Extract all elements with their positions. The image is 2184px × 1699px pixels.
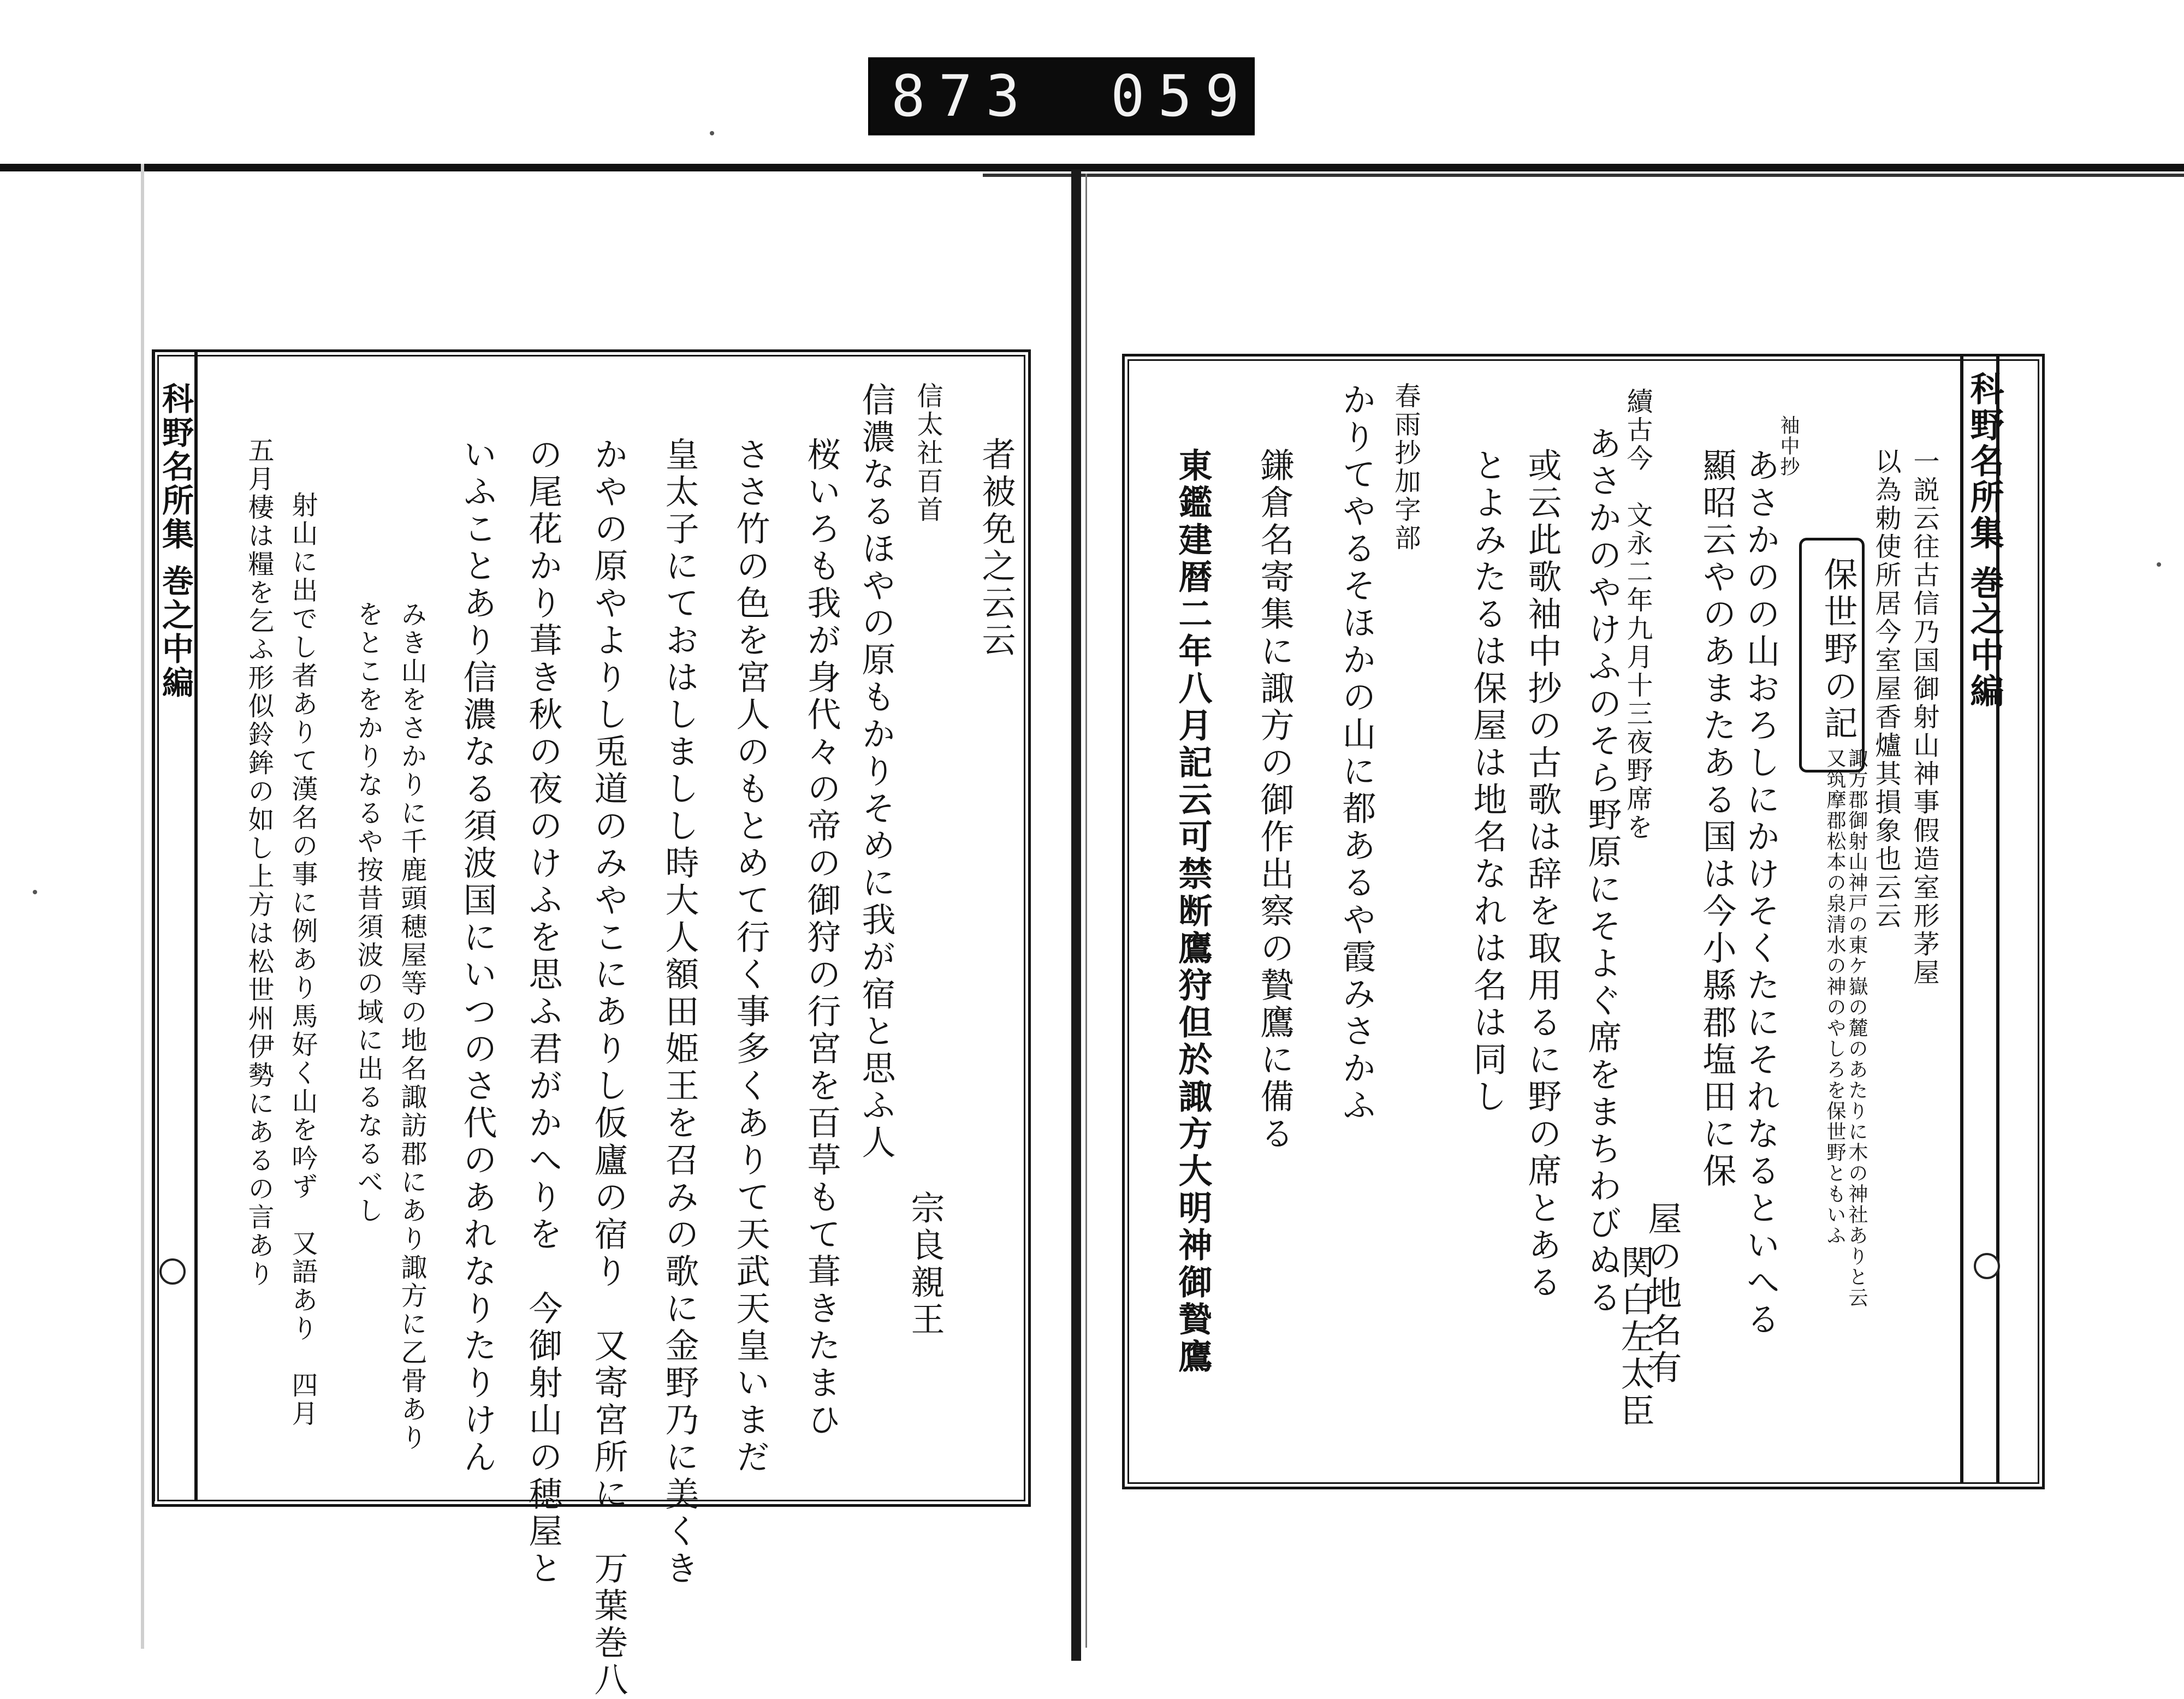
section-title: 保世野の記 [1818,557,1858,742]
source-label: 信太社百首 [912,382,943,524]
text-column: 信濃なるほやの原もかりそめに我が宿と思ふ人 [856,382,896,1162]
source-label: 春雨抄加字部 [1390,382,1421,553]
text-column: 五月棲は糧を乞ふ形似鈴鉾の如し上方は松世州伊勢にあるの言あり [244,437,274,1288]
section-title-box [1799,538,1865,773]
text-column: 屋の地名有 [1642,1201,1682,1387]
text-column: 鎌倉名寄集に諏方の御作出察の贄鷹に備る [1255,448,1295,1153]
scan-speck [33,890,37,894]
text-column: 一説云往古信乃国御射山神事假造室形茅屋 [1909,448,1939,987]
source-label: 袖中抄 [1777,415,1800,477]
left-leaf-mark [159,1258,186,1285]
author-name: 宗良親王 [905,1190,945,1339]
author-name: 関白左太臣 [1615,1245,1655,1430]
text-column: をとこをかりなるや按昔須波の域に出るなるべし [353,601,383,1225]
text-column: いふことあり信濃なる須波国にいつのさ代のあれなりたりけん [458,437,497,1476]
text-column: 又筑摩郡松本の泉清水の神のやしろを保世野ともいふ [1824,748,1846,1246]
text-column: とよみたるは保屋は地名なれは名は同し [1468,448,1508,1116]
scan-speck [2157,562,2161,567]
text-column: あさかのの山おろしにかけそくたにそれなるといへる [1741,448,1781,1339]
right-leaf-mark [1974,1253,2000,1279]
book-gutter-shadow [1085,174,1087,1648]
text-column: かりてやるそほかの山に都あるや霞みさかふ [1337,382,1376,1125]
counter-right-number: 059 [1111,63,1253,129]
scan-speck [710,131,714,135]
left-margin-title: 科野名所集 巻之中編 [157,382,194,700]
right-margin-title: 科野名所集 巻之中編 [1965,371,2004,710]
text-column: 或云此歌袖中抄の古歌は辞を取用るに野の席とある [1522,448,1562,1302]
text-column: の尾花かり葺き秋の夜のけふを思ふ君がかへりを 今御射山の穂屋と [523,437,563,1588]
text-column: 桜いろも我が身代々の帝の御狩の行宮を百草もて葺きたまひ [802,437,841,1439]
text-column: かやの原やよりし兎道のみやこにありし仮廬の宿り 又寄宮所に 万葉巻八 [589,437,628,1699]
text-column: あさかのやけふのそら野原にそよぐ席をまちわびぬる [1582,426,1622,1317]
text-column: 以為勅使所居今室屋香爐其損象也云云 [1871,448,1901,930]
text-column: みき山をさかりに千鹿頭穂屋等の地名諏訪郡にあり諏方に乙骨あり [396,601,427,1452]
book-gutter [1071,169,1081,1661]
text-column: ささ竹の色を宮人のもとめて行く事多くありて天武天皇いまだ [731,437,770,1476]
text-column: 續古今 文永二年九月十三夜野席を [1622,388,1653,842]
text-column: 東鑑建暦二年八月記云可禁断鷹狩但於諏方大明神御贄鷹 [1173,448,1213,1376]
text-column: 射山に出でし者ありて漢名の事に例あり馬好く山を吟ず 又語あり 四月 [287,491,318,1428]
text-column: 顯昭云やのあまたある国は今小縣郡塩田に保 [1697,448,1737,1190]
counter-left-number: 873 [891,63,1033,129]
text-column: 皇太子にておはしましし時大人額田姫王を召みの歌に金野乃に美くき [660,437,699,1588]
text-column: 者被免之云云 [976,437,1016,660]
text-column: 諏方郡御射山神戸の東ケ嶽の麓のあたりに木の神社ありと云 [1845,748,1868,1308]
microfilm-counter [868,57,1255,135]
